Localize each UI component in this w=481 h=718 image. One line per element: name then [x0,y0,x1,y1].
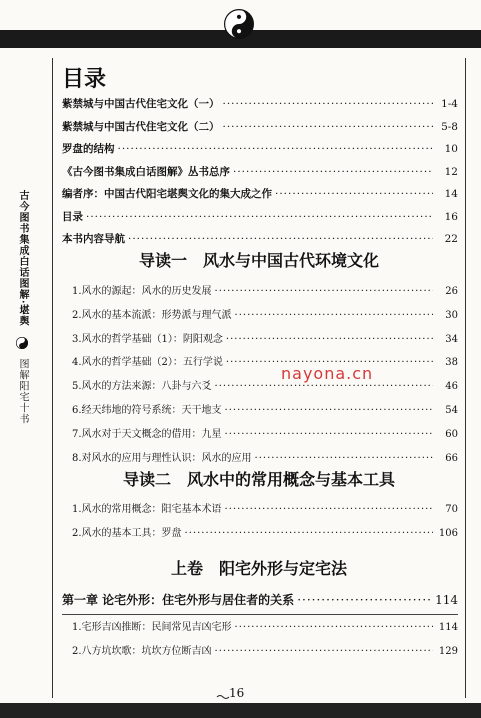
chapter-one [62,591,458,613]
toc-entry[interactable]: 3.风水的哲学基础（1）：阴阳观念 ····· 34 [72,330,458,354]
toc-entry[interactable]: 5.风水的方法来源：八卦与六爻 ····· 46 [72,377,458,401]
chapter-divider [62,614,458,615]
page-ornament-icon [216,694,230,700]
side-title-part1: 古今图书集成白话图解 [17,190,28,300]
chapter-one-list [72,618,458,666]
volume-heading: 上卷 阳宅外形与定宅法 [170,559,347,578]
toc-entry[interactable]: 《古今图书集成白话图解》丛书总序 ····· 12 [62,164,458,187]
page-number: 16 [229,686,245,700]
side-series-title [14,190,30,425]
toc-entry[interactable]: 罗盘的结构 ····· 10 [62,141,458,164]
side-title-part2: ·堪舆 [17,300,28,327]
right-margin-rule [465,58,466,698]
toc-entry[interactable]: 1.风水的源起：风水的历史发展 ····· 26 [72,282,458,306]
toc-entry[interactable]: 8.对风水的应用与理性认识：风水的应用 ····· 66 [72,449,458,473]
toc-entry[interactable]: 7.风水对于天文概念的借用：九星 ····· 60 [72,425,458,449]
chapter-entry[interactable]: 第一章 论宅外形：住宅外形与居住者的关系 ····· 114 [62,591,458,613]
guide2-heading: 导读二 风水中的常用概念与基本工具 [122,470,395,489]
guide1-list [72,282,458,472]
toc-entry[interactable]: 编者序：中国古代阳宅堪舆文化的集大成之作 ····· 14 [62,186,458,209]
toc-entry[interactable]: 2.八方坑坎歌：坑坎方位断吉凶 ····· 129 [72,642,458,666]
toc-entry[interactable]: 6.经天纬地的符号系统：天干地支 ····· 54 [72,401,458,425]
side-title-part3: 图解阳宅十书 [17,358,28,425]
toc-entry[interactable]: 4.风水的哲学基础（2）：五行学说 ····· 38 [72,353,458,377]
yin-yang-small-icon [16,337,28,349]
toc-entry[interactable]: 2.风水的基本工具：罗盘 ····· 106 [72,524,458,548]
toc-entry[interactable]: 1.风水的常用概念：阳宅基本术语 ····· 70 [72,500,458,524]
toc-entry[interactable]: 2.风水的基本流派：形势派与理气派 ····· 30 [72,306,458,330]
guide1-heading: 导读一 风水与中国古代环境文化 [138,251,379,270]
toc-entry[interactable]: 紫禁城与中国古代住宅文化（二） ····· 5-8 [62,119,458,142]
front-matter-list [62,96,458,254]
yin-yang-icon [224,9,254,39]
left-margin-rule [52,58,53,698]
toc-entry[interactable]: 1.宅形吉凶推断：民间常见吉凶宅形 ····· 114 [72,618,458,642]
toc-entry[interactable]: 目录 ····· 16 [62,209,458,232]
footer-band [0,703,481,718]
guide2-list [72,500,458,548]
toc-title: 目录 [62,66,107,92]
watermark: nayona.cn [281,364,374,383]
toc-entry[interactable]: 紫禁城与中国古代住宅文化（一） ····· 1-4 [62,96,458,119]
toc-entry[interactable]: 本书内容导航 ····· 22 [62,231,458,254]
